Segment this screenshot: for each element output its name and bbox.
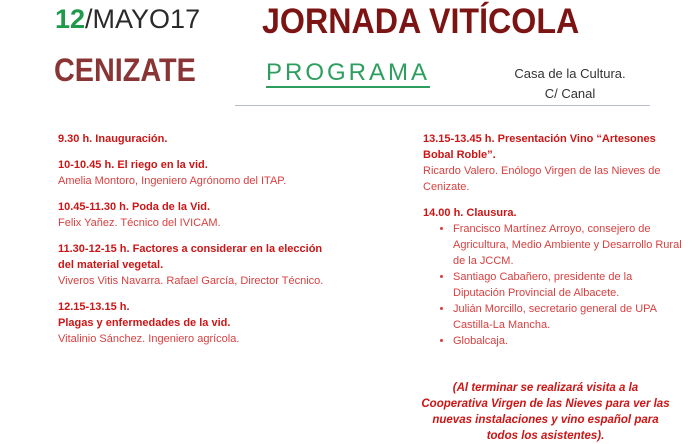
event-date <box>55 4 200 35</box>
venue-line-1: Casa de la Cultura. <box>514 66 626 81</box>
item-detail: Amelia Montoro, Ingeniero Agrónomo del ITAP. <box>58 175 287 187</box>
schedule-right-column <box>423 131 683 359</box>
date-month-year: /MAYO17 <box>85 4 201 34</box>
schedule-item <box>423 131 683 195</box>
schedule-item <box>58 299 328 347</box>
item-heading: 10.45-11.30 h. Poda de la Vid. <box>58 201 211 213</box>
item-heading: 11.30-12-15 h. Factores a considerar en la elección del material vegetal. <box>58 243 323 271</box>
item-heading: 9.30 h. Inauguración. <box>58 133 168 145</box>
event-title: JORNADA VITÍCOLA <box>262 2 580 41</box>
item-detail: Felix Yañez. Técnico del IVICAM. <box>58 217 221 229</box>
venue-line-2: C/ Canal <box>544 86 596 101</box>
item-heading: 14.00 h. Clausura. <box>423 207 517 219</box>
item-detail: Ricardo Valero. Enólogo Virgen de las Nieves de Cenizate. <box>423 165 661 193</box>
schedule-item <box>58 131 328 147</box>
schedule-item <box>58 199 328 231</box>
item-detail: Viveros Vitis Navarra. Rafael García, Director Técnico. <box>58 275 324 287</box>
item-heading-2: Plagas y enfermedades de la vid. <box>58 317 231 329</box>
list-item: • Globalcaja. <box>453 333 683 349</box>
schedule-item <box>58 157 328 189</box>
divider <box>235 105 650 106</box>
date-day: 12 <box>55 4 86 34</box>
item-heading: 12.15-13.15 h. <box>58 301 130 313</box>
schedule-left-column <box>58 131 328 357</box>
item-detail: Vitalinio Sánchez. Ingeniero agrícola. <box>58 333 240 345</box>
list-item: • Francisco Martínez Arroyo, consejero de Agricultura, Medio Ambiente y Desarrollo Rural de la JCCM. <box>453 221 683 269</box>
closing-note: (Al terminar se realizará visita a la Cooperativa Virgen de las Nieves para ver las nuevas instalaciones y vino español para todos los asistentes). <box>421 382 670 442</box>
closing-speakers-list <box>423 221 683 349</box>
town-name: CENIZATE <box>54 52 196 88</box>
schedule-item <box>423 205 683 349</box>
list-item: • Julián Morcillo, secretario general de UPA Castilla-La Mancha. <box>453 301 683 333</box>
item-heading: 10-10.45 h. El riego en la vid. <box>58 159 208 171</box>
schedule-item <box>58 241 328 289</box>
list-item: • Santiago Cabañero, presidente de la Diputación Provincial de Albacete. <box>453 269 683 301</box>
program-heading: PROGRAMA <box>266 59 431 86</box>
venue <box>495 64 645 104</box>
item-heading: 13.15-13.45 h. Presentación Vino “Artesones Bobal Roble”. <box>423 133 656 161</box>
